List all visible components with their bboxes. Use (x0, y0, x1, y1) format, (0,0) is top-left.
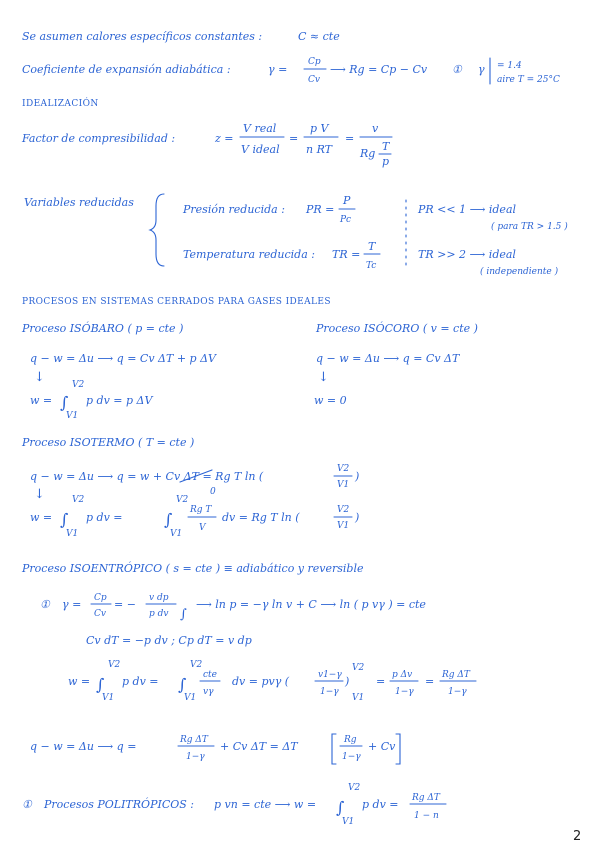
isotermo-ln-den: V1 (337, 480, 350, 490)
v-numerator: v (372, 122, 379, 135)
isentropico-vg: vγ (203, 687, 214, 697)
circle-marker-icon: ① (452, 63, 462, 76)
isentropico-rg-dt: Rg ΔT (442, 670, 470, 680)
isentropico-eval-upper: V2 (352, 663, 365, 673)
isotermo-upper-1: V2 (72, 495, 85, 505)
idealizacion-heading: IDEALIZACIÓN (22, 99, 99, 109)
reduced-brace (150, 194, 164, 266)
assumption-text: Se asumen calores específicos constantes : (22, 30, 263, 43)
isentropico-ln-relation: ⟶ ln p = −γ ln v + C ⟶ ln ( p vγ ) = cte (196, 598, 426, 611)
politropicos-one-n: 1 − n (414, 811, 439, 821)
isentropico-circle-icon: ① (40, 598, 50, 611)
politropicos-eq: p vn = cte ⟶ w = (214, 798, 317, 811)
politropicos-upper: V2 (348, 783, 361, 793)
isentropico-lower-2: V1 (184, 693, 197, 703)
isobaro-upper-limit: V2 (72, 380, 85, 390)
isobaro-lower-limit: V1 (66, 411, 79, 421)
isotermo-ln-close-2: ) (355, 511, 360, 524)
isentropico-gamma-eq: γ = (62, 598, 82, 611)
isobaro-title: Proceso ISÓBARO ( p = cte ) (22, 322, 184, 335)
isentropico-int-arrow: ∫ (180, 607, 187, 622)
compressibility-label: Factor de compresibilidad : (22, 132, 176, 145)
gamma-label: γ = (268, 63, 288, 76)
isotermo-ln-close: ) (355, 470, 360, 483)
nrt-denominator: n RT (306, 143, 333, 156)
isotermo-w-eq: w = (30, 511, 53, 524)
pr-note: ( para TR > 1.5 ) (491, 222, 568, 232)
tr-numerator: T (368, 240, 376, 253)
z-eq: z = (215, 132, 234, 145)
v-ideal: V ideal (241, 143, 280, 156)
isotermo-integral-1: ∫ (60, 510, 69, 529)
isentropico-p-dv: p Δv (392, 670, 413, 680)
isentropico-integral-1: ∫ (96, 675, 105, 694)
isocoro-first-law: q − w = Δu ⟶ q = Cv ΔT (316, 352, 460, 365)
isentropico-cp: Cp (94, 593, 107, 603)
isobaro-integral: ∫ (60, 393, 69, 412)
pr-numerator: P (343, 194, 351, 207)
isotermo-title: Proceso ISOTERMO ( T = cte ) (22, 436, 195, 449)
politropicos-circle-icon: ① (22, 798, 32, 811)
temperatura-reducida-label: Temperatura reducida : (183, 248, 315, 261)
gamma-symbol: γ (478, 63, 485, 76)
isotermo-integral-2: ∫ (164, 510, 173, 529)
isentropico-pdv: p dv (149, 609, 169, 619)
isentropico-one-g: 1−γ (320, 687, 339, 697)
isentropico-v1g: v1−γ (318, 670, 342, 680)
isotermo-lower-2: V1 (170, 529, 183, 539)
cp-numerator: Cp (308, 57, 321, 67)
politropicos-pdv: p dv = (362, 798, 399, 811)
presion-reducida-label: Presión reducida : (183, 203, 285, 216)
gamma-value: = 1.4 (497, 61, 522, 71)
isobaro-first-law: q − w = Δu ⟶ q = Cv ΔT + p ΔV (30, 352, 216, 365)
isotermo-rgt: Rg T (190, 505, 212, 515)
reduced-variables-label: Variables reducidas (24, 196, 134, 209)
tr-denominator: Tc (366, 261, 377, 271)
isentropico-dv-eq: dv = pvγ ( (232, 675, 290, 688)
isotermo-ln-num: V2 (337, 464, 350, 474)
isentropico-q-one-g5: 1−γ (342, 752, 361, 762)
tr-note: ( independiente ) (480, 267, 559, 277)
isocoro-w-zero: w = 0 (314, 394, 347, 407)
t-symbol: T (382, 140, 390, 153)
isobaro-down-arrow: ↓ (34, 370, 45, 385)
isotermo-ln-den-2: V1 (337, 521, 350, 531)
isentropico-eq-p: = (376, 675, 386, 688)
isentropico-eq3: = (425, 675, 435, 688)
pr-eq: PR = (306, 203, 335, 216)
isentropico-w-eq: w = (68, 675, 91, 688)
isentropico-q-rg: Rg (344, 735, 357, 745)
pr-condition: PR << 1 ⟶ ideal (418, 203, 517, 216)
pv-numerator: p V (310, 122, 329, 135)
isocoro-down-arrow: ↓ (318, 370, 329, 385)
air-condition: aire T = 25°C (497, 75, 560, 85)
politropicos-rg-dt: Rg ΔT (412, 793, 440, 803)
tr-condition: TR >> 2 ⟶ ideal (418, 248, 516, 261)
coefficient-label: Coeficiente de expansión adiabática : (22, 63, 231, 76)
assumption-value: C ≈ cte (298, 30, 340, 43)
p-symbol: p (382, 155, 390, 168)
isotermo-dv-eq: dv = Rg T ln ( (222, 511, 300, 524)
cv-denominator: Cv (308, 75, 320, 85)
isentropico-q-rest: + Cv ΔT = ΔT (220, 740, 298, 753)
isentropico-lower-1: V1 (102, 693, 115, 703)
isentropico-vdp: v dp (149, 593, 169, 603)
isentropico-q-rg-dt: Rg ΔT (180, 735, 208, 745)
procesos-heading: PROCESOS EN SISTEMAS CERRADOS PARA GASES IDEALES (22, 297, 331, 307)
isotermo-ln-num-2: V2 (337, 505, 350, 515)
isotermo-first-law: q − w = Δu ⟶ q = w + Cv ΔT = Rg T ln ( (30, 470, 264, 483)
isentropico-cte: cte (203, 670, 217, 680)
tr-eq: TR = (332, 248, 361, 261)
isentropico-q-one-g: 1−γ (186, 752, 205, 762)
isotermo-upper-2: V2 (176, 495, 189, 505)
rg-relation: ⟶ Rg = Cp − Cv (330, 63, 428, 76)
isobaro-w-result: p dv = p ΔV (86, 394, 153, 407)
isotermo-down-arrow: ↓ (34, 487, 45, 502)
page-number: 2 (573, 829, 582, 844)
isentropico-cv: Cv (94, 609, 106, 619)
isentropico-one-g3: 1−γ (448, 687, 467, 697)
isentropico-bracket-close: ) (345, 675, 350, 688)
isocoro-title: Proceso ISÓCORO ( v = cte ) (316, 322, 478, 335)
bracket-left (332, 734, 336, 764)
v-real: V real (243, 122, 277, 135)
bracket-right (396, 734, 400, 764)
eq-sign-2: = (345, 132, 355, 145)
isentropico-integral-2: ∫ (178, 675, 187, 694)
isentropico-differentials: Cv dT = −p dv ; Cp dT = v dp (86, 634, 252, 647)
isotermo-pdv: p dv = (86, 511, 123, 524)
politropicos-lower: V1 (342, 817, 355, 827)
isentropico-upper-1: V2 (108, 660, 121, 670)
isobaro-w-eq: w = (30, 394, 53, 407)
isentropico-pdv-eq: p dv = (122, 675, 159, 688)
isotermo-v-den: V (199, 523, 206, 533)
isotermo-lower-1: V1 (66, 529, 79, 539)
pr-denominator: Pc (340, 215, 352, 225)
isentropico-q-plus-cv: + Cv (368, 740, 396, 753)
isentropico-q-line: q − w = Δu ⟶ q = (30, 740, 137, 753)
politropicos-title: Procesos POLITRÓPICOS : (44, 798, 194, 811)
isotermo-zero-note: 0 (210, 487, 216, 497)
isentropico-one-g2: 1−γ (395, 687, 414, 697)
isentropico-eq-minus: = − (114, 598, 136, 611)
isentropico-title: Proceso ISOENTRÓPICO ( s = cte ) ≡ adiabático y reversible (22, 562, 364, 575)
rg-symbol: Rg (360, 147, 376, 160)
politropicos-integral: ∫ (336, 798, 345, 817)
isentropico-eval-lower: V1 (352, 693, 365, 703)
eq-sign-1: = (289, 132, 299, 145)
isentropico-upper-2: V2 (190, 660, 203, 670)
